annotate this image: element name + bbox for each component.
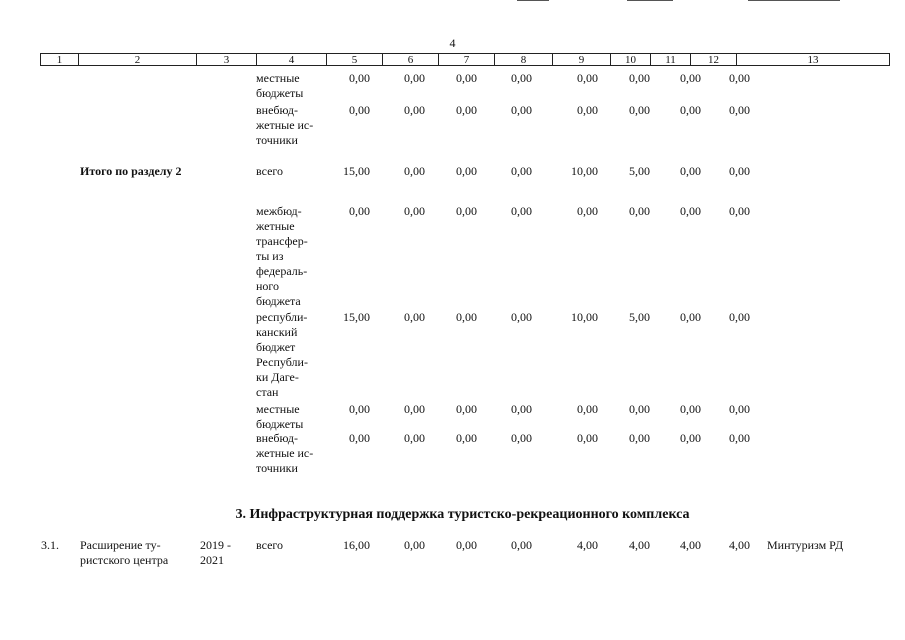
- value-cell: 0,00: [456, 164, 477, 178]
- value-cell: 4,00: [680, 538, 701, 552]
- value-cell: 0,00: [511, 538, 532, 552]
- value-cell: 0,00: [680, 402, 701, 416]
- value-cell: 4,00: [577, 538, 598, 552]
- column-header-12: 12: [691, 54, 737, 65]
- column-header-10: 10: [611, 54, 651, 65]
- executor: Минтуризм РД: [767, 538, 844, 552]
- value-cell: 0,00: [456, 310, 477, 324]
- value-cell: 0,00: [577, 103, 598, 117]
- funding-source-label: местные бюджеты: [256, 71, 304, 100]
- column-header-6: 6: [383, 54, 439, 65]
- column-header-8: 8: [495, 54, 553, 65]
- value-cell: 0,00: [349, 71, 370, 85]
- value-cell: 0,00: [511, 310, 532, 324]
- value-cell: 0,00: [680, 103, 701, 117]
- value-cell: 0,00: [729, 103, 750, 117]
- value-cell: 0,00: [680, 71, 701, 85]
- value-cell: 0,00: [680, 431, 701, 445]
- value-cell: 0,00: [511, 204, 532, 218]
- funding-source-label: внебюд- жетные ис- точники: [256, 431, 314, 475]
- value-cell: 0,00: [404, 103, 425, 117]
- top-rule-3: [748, 0, 840, 1]
- value-cell: 0,00: [511, 71, 532, 85]
- value-cell: 0,00: [629, 204, 650, 218]
- column-header-2: 2: [79, 54, 197, 65]
- value-cell: 0,00: [511, 402, 532, 416]
- value-cell: 0,00: [404, 71, 425, 85]
- value-cell: 4,00: [729, 538, 750, 552]
- column-header-4: 4: [257, 54, 327, 65]
- value-cell: 0,00: [629, 71, 650, 85]
- column-header-11: 11: [651, 54, 691, 65]
- value-cell: 0,00: [511, 431, 532, 445]
- value-cell: 16,00: [343, 538, 370, 552]
- period: 2019 - 2021: [200, 538, 231, 567]
- funding-source-label: внебюд- жетные ис- точники: [256, 103, 314, 147]
- value-cell: 15,00: [343, 310, 370, 324]
- section-3-title: 3. Инфраструктурная поддержка туристско-рекреационного комплекса: [235, 507, 690, 522]
- value-cell: 0,00: [629, 431, 650, 445]
- value-cell: 0,00: [629, 103, 650, 117]
- top-rule-2: [627, 0, 673, 1]
- section-total-label: Итого по разделу 2: [80, 164, 182, 178]
- value-cell: 0,00: [729, 310, 750, 324]
- value-cell: 0,00: [729, 431, 750, 445]
- funding-source-label: всего: [256, 164, 284, 178]
- value-cell: 10,00: [571, 164, 598, 178]
- value-cell: 0,00: [511, 164, 532, 178]
- value-cell: 0,00: [577, 204, 598, 218]
- value-cell: 0,00: [404, 204, 425, 218]
- value-cell: 0,00: [577, 402, 598, 416]
- value-cell: 10,00: [571, 310, 598, 324]
- column-header-7: 7: [439, 54, 495, 65]
- value-cell: 0,00: [404, 164, 425, 178]
- value-cell: 0,00: [629, 402, 650, 416]
- value-cell: 0,00: [456, 402, 477, 416]
- value-cell: 0,00: [511, 103, 532, 117]
- value-cell: 0,00: [404, 538, 425, 552]
- value-cell: 0,00: [349, 103, 370, 117]
- funding-source-label: местные бюджеты: [256, 402, 304, 431]
- value-cell: 0,00: [404, 431, 425, 445]
- funding-source-label: межбюд- жетные трансфер- ты из федераль- ного бюджета: [256, 204, 308, 308]
- value-cell: 0,00: [680, 310, 701, 324]
- column-header-row: [40, 53, 890, 66]
- value-cell: 0,00: [404, 310, 425, 324]
- value-cell: 0,00: [729, 71, 750, 85]
- value-cell: 5,00: [629, 310, 650, 324]
- value-cell: 0,00: [456, 538, 477, 552]
- top-rule-1: [517, 0, 549, 1]
- row-number: 3.1.: [41, 538, 59, 552]
- value-cell: 0,00: [456, 431, 477, 445]
- value-cell: 0,00: [577, 431, 598, 445]
- column-header-5: 5: [327, 54, 383, 65]
- value-cell: 0,00: [729, 164, 750, 178]
- value-cell: 0,00: [729, 204, 750, 218]
- value-cell: 0,00: [577, 71, 598, 85]
- value-cell: 0,00: [349, 402, 370, 416]
- value-cell: 0,00: [729, 402, 750, 416]
- value-cell: 0,00: [404, 402, 425, 416]
- column-header-9: 9: [553, 54, 611, 65]
- value-cell: 15,00: [343, 164, 370, 178]
- value-cell: 0,00: [456, 103, 477, 117]
- value-cell: 4,00: [629, 538, 650, 552]
- value-cell: 0,00: [680, 204, 701, 218]
- funding-source-label: всего: [256, 538, 284, 552]
- value-cell: 0,00: [680, 164, 701, 178]
- value-cell: 0,00: [456, 71, 477, 85]
- column-header-1: 1: [41, 54, 79, 65]
- value-cell: 0,00: [349, 204, 370, 218]
- value-cell: 0,00: [349, 431, 370, 445]
- funding-source-label: республи- канский бюджет Республи- ки Даге- стан: [256, 310, 308, 399]
- column-header-3: 3: [197, 54, 257, 65]
- value-cell: 0,00: [456, 204, 477, 218]
- column-header-13: 13: [807, 54, 819, 66]
- value-cell: 5,00: [629, 164, 650, 178]
- measure-name: Расширение ту- ристского центра: [80, 538, 169, 567]
- page-number: 4: [449, 36, 456, 50]
